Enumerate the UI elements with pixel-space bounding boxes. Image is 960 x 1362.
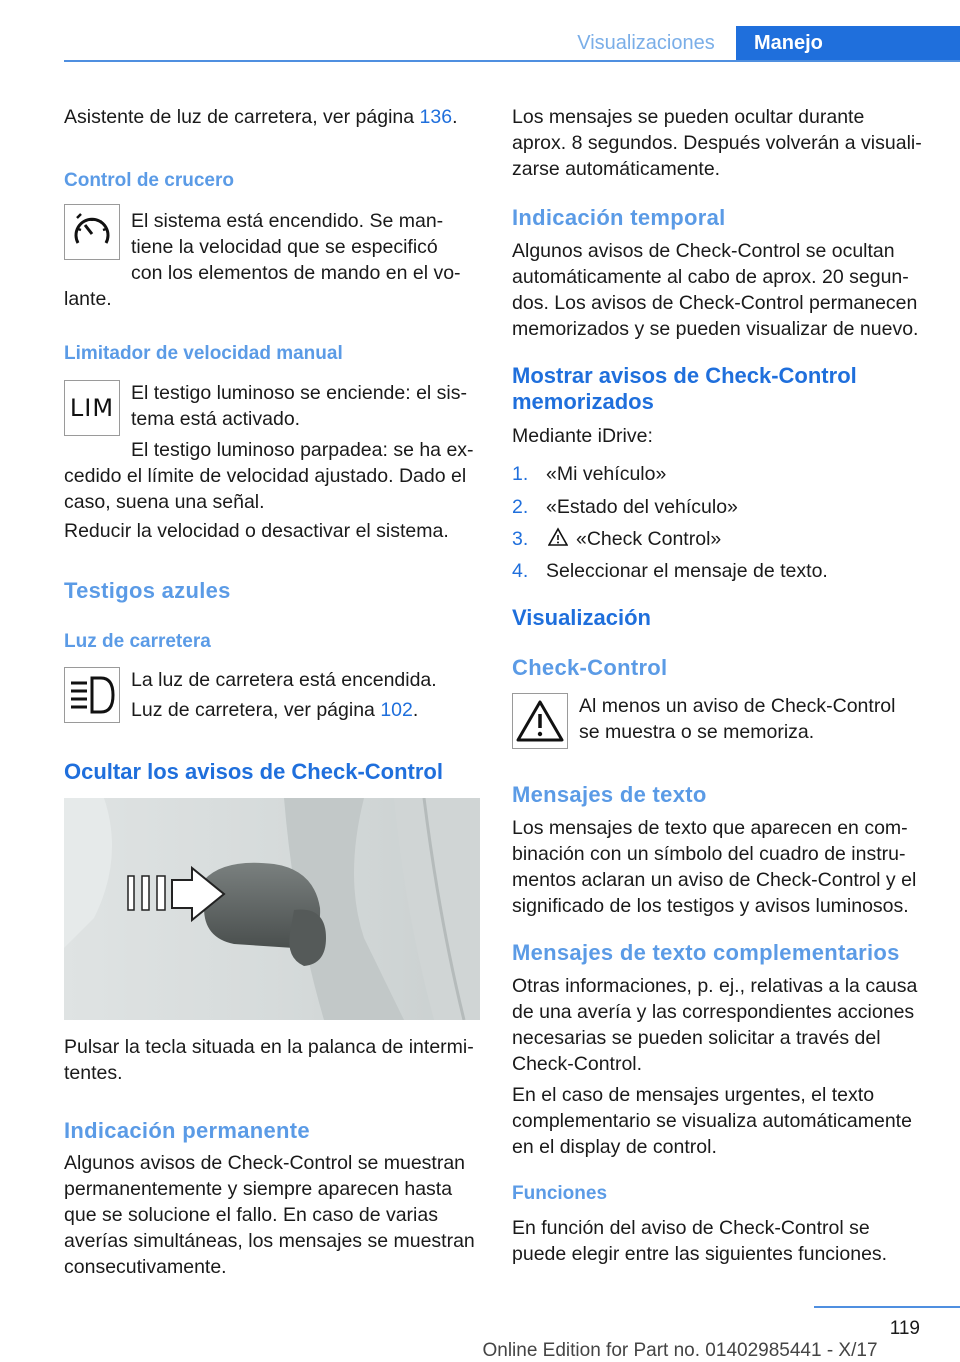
idrive-lead: Mediante iDrive: bbox=[512, 425, 653, 447]
texts-line-1: Los mensajes de texto que aparecen en com‐ bbox=[512, 817, 908, 839]
display-line-2: se muestra o se memoriza. bbox=[579, 721, 815, 743]
hide-line-1: Pulsar la tecla situada en la palanca de intermi‐ bbox=[64, 1036, 474, 1058]
header-chapter-tab: Manejo bbox=[736, 26, 960, 60]
limiter-line-4: cedido el límite de velocidad ajustado. Dado el bbox=[64, 465, 467, 487]
texts-line-4: significado de los testigos y avisos luminosos. bbox=[512, 895, 909, 917]
cruise-line-2: tiene la velocidad que se especificó bbox=[131, 236, 438, 258]
stored-messages-heading-2: memorizados bbox=[512, 389, 654, 414]
limiter-line-3: El testigo luminoso parpadea: se ha ex‐ bbox=[131, 439, 474, 461]
hide-line-2: tentes. bbox=[64, 1062, 123, 1084]
supplement-line-6: complementario se visualiza automáticamente bbox=[512, 1110, 912, 1132]
step-number: 1. bbox=[512, 463, 529, 485]
high-beam-subheading: Luz de carretera bbox=[64, 631, 211, 652]
permanent-line-4: averías simultáneas, los mensajes se muestran bbox=[64, 1230, 475, 1252]
temporary-display-heading: Indicación temporal bbox=[512, 205, 726, 230]
cruise-line-3: con los elementos de mando en el vo‐ bbox=[131, 262, 461, 284]
texts-line-3: mentos aclaran un aviso de Check-Control y el bbox=[512, 869, 917, 891]
hide-duration-line-3: zarse automáticamente. bbox=[512, 158, 721, 180]
temporal-line-1: Algunos avisos de Check-Control se ocultan bbox=[512, 240, 895, 262]
high-beam-line-2 bbox=[131, 697, 418, 723]
permanent-line-3: que se solucione el fallo. En caso de varias bbox=[64, 1204, 438, 1226]
hide-duration-line-1: Los mensajes se pueden ocultar durante bbox=[512, 106, 865, 128]
step-2 bbox=[512, 494, 932, 520]
supplementary-text-heading: Mensajes de texto complementarios bbox=[512, 940, 900, 965]
step-text: «Estado del vehículo» bbox=[546, 496, 738, 518]
limiter-line-6: Reducir la velocidad o desactivar el sistema. bbox=[64, 520, 449, 542]
page-link-102[interactable]: 102 bbox=[380, 699, 413, 721]
ref-text: Asistente de luz de carretera, ver página bbox=[64, 106, 420, 128]
check-control-subheading: Check-Control bbox=[512, 655, 668, 680]
cruise-line-4: lante. bbox=[64, 288, 112, 310]
step-4 bbox=[512, 558, 932, 584]
display-line-1: Al menos un aviso de Check-Control bbox=[579, 695, 896, 717]
temporal-line-4: memorizados y se pueden visualizar de nuevo. bbox=[512, 318, 919, 340]
step-number: 4. bbox=[512, 560, 529, 582]
stored-messages-heading-1: Mostrar avisos de Check-Control bbox=[512, 363, 857, 388]
step-3 bbox=[512, 526, 932, 552]
step-number: 2. bbox=[512, 496, 529, 518]
supplement-line-3: necesarias se pueden solicitar a través del bbox=[512, 1027, 881, 1049]
high-beam-ref-end: . bbox=[412, 699, 419, 721]
cruise-control-heading: Control de crucero bbox=[64, 170, 234, 191]
hide-duration-line-2: aprox. 8 segundos. Después volverán a visuali‐ bbox=[512, 132, 922, 154]
functions-heading: Funciones bbox=[512, 1183, 608, 1204]
step-number: 3. bbox=[512, 528, 529, 550]
lim-icon bbox=[64, 380, 120, 436]
temporal-line-3: dos. Los avisos de Check-Control permanecen bbox=[512, 292, 918, 314]
temporal-line-2: automáticamente al cabo de aprox. 20 segun‐ bbox=[512, 266, 909, 288]
step-text: «Check Control» bbox=[576, 528, 722, 550]
texts-line-2: binación con un símbolo del cuadro de instru‐ bbox=[512, 843, 906, 865]
footer-rule bbox=[814, 1306, 960, 1308]
high-beam-icon bbox=[64, 667, 120, 723]
limiter-line-5: caso, suena una señal. bbox=[64, 491, 265, 513]
ref-end: . bbox=[452, 106, 458, 128]
hide-check-control-heading: Ocultar los avisos de Check-Control bbox=[64, 759, 443, 784]
step-text: «Mi vehículo» bbox=[546, 463, 667, 485]
page-number: 119 bbox=[889, 1318, 920, 1339]
supplement-line-4: Check-Control. bbox=[512, 1053, 643, 1075]
permanent-display-heading: Indicación permanente bbox=[64, 1118, 310, 1143]
display-heading: Visualización bbox=[512, 605, 651, 630]
turn-signal-lever-photo bbox=[64, 798, 480, 1020]
header-section-label: Visualizaciones bbox=[577, 32, 715, 54]
cruise-line-1: El sistema está encendido. Se man‐ bbox=[131, 210, 444, 232]
step-text: Seleccionar el mensaje de texto. bbox=[546, 560, 828, 582]
edition-note: Online Edition for Part no. 01402985441 - X/17 bbox=[482, 1340, 878, 1361]
functions-line-1: En función del aviso de Check-Control se bbox=[512, 1217, 870, 1239]
supplement-line-7: en el display de control. bbox=[512, 1136, 717, 1158]
warning-triangle-icon bbox=[548, 527, 568, 554]
limiter-line-1: El testigo luminoso se enciende: el sis‐ bbox=[131, 382, 468, 404]
supplement-line-1: Otras informaciones, p. ej., relativas a la causa bbox=[512, 975, 918, 997]
highbeam-assist-ref bbox=[64, 104, 458, 130]
blue-lights-heading: Testigos azules bbox=[64, 578, 231, 603]
speed-limiter-heading: Limitador de velocidad manual bbox=[64, 343, 343, 364]
cruise-control-icon bbox=[64, 204, 120, 260]
limiter-line-2: tema está activado. bbox=[131, 408, 301, 430]
supplement-line-5: En el caso de mensajes urgentes, el texto bbox=[512, 1084, 875, 1106]
permanent-line-5: consecutivamente. bbox=[64, 1256, 227, 1278]
high-beam-ref-text: Luz de carretera, ver página bbox=[131, 699, 381, 721]
text-messages-heading: Mensajes de texto bbox=[512, 782, 707, 807]
check-control-warning-icon bbox=[512, 693, 568, 749]
lim-icon-text: LIM bbox=[69, 394, 115, 422]
permanent-line-1: Algunos avisos de Check-Control se muestran bbox=[64, 1152, 466, 1174]
step-1 bbox=[512, 461, 932, 487]
page-link-136[interactable]: 136 bbox=[419, 106, 453, 128]
functions-line-2: puede elegir entre las siguientes funciones. bbox=[512, 1243, 888, 1265]
high-beam-line-1: La luz de carretera está encendida. bbox=[131, 669, 437, 691]
supplement-line-2: de una avería y las correspondientes acciones bbox=[512, 1001, 915, 1023]
permanent-line-2: permanentemente y siempre aparecen hasta bbox=[64, 1178, 453, 1200]
header-rule bbox=[64, 60, 960, 62]
